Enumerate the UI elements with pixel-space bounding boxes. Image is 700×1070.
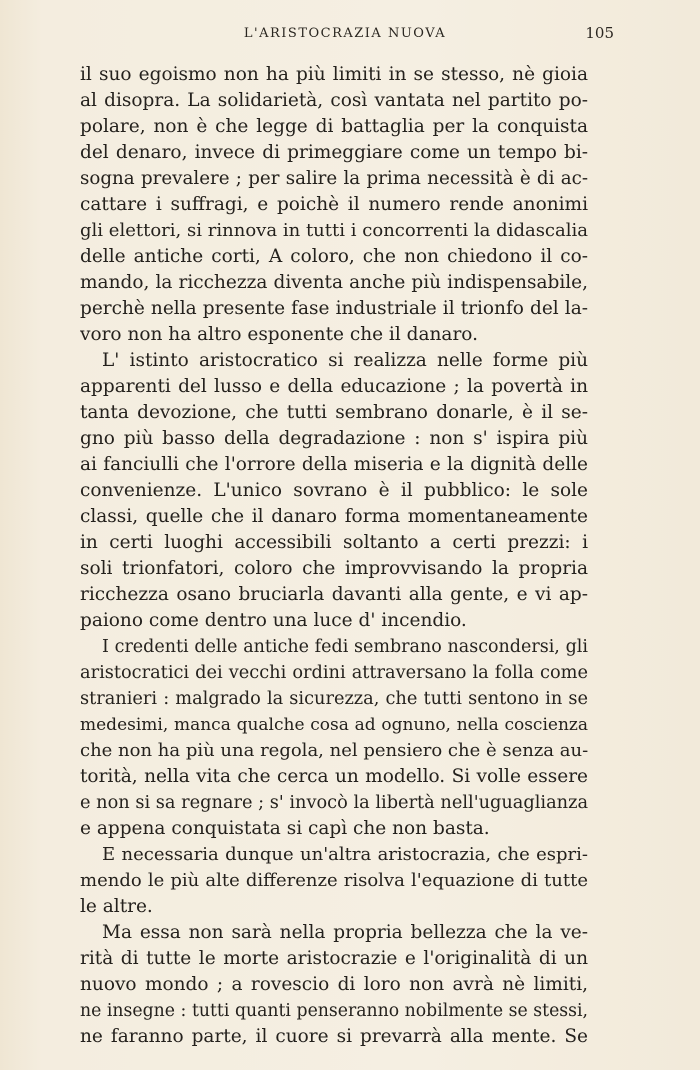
paragraph [80,62,588,348]
text-line: in certi luoghi accessibili soltanto a certi prezzi: i [80,532,588,553]
text-line: nuovo mondo ; a rovescio di loro non avrà nè limiti, [80,974,588,995]
paragraph [80,920,588,1050]
text-line: e non si sa regnare ; s' invocò la libertà nell'uguaglianza [80,793,588,813]
text-line: mando, la ricchezza diventa anche più indispensabile, [80,272,588,293]
paragraph [80,634,588,842]
text-line: torità, nella vita che cerca un modello. Si volle essere [80,766,588,787]
text-line: mendo le più alte differenze risolva l'equazione di tutte [80,870,588,891]
paragraph [80,842,588,920]
text-line: tanta devozione, che tutti sembrano donarle, è il se- [80,402,588,423]
text-line: ne insegne : tutti quanti penseranno nobilmente se stessi, [80,1001,588,1021]
running-title: L'ARISTOCRAZIA NUOVA [243,26,447,41]
text-line: Ma essa non sarà nella propria bellezza che la ve- [102,922,588,943]
text-line: E necessaria dunque un'altra aristocrazia, che espri- [102,844,588,865]
text-line: del denaro, invece di primeggiare come un tempo bi- [80,142,588,163]
text-line: e appena conquistata si capì che non basta. [80,818,490,839]
text-line: gno più basso della degradazione : non s' ispira più [80,428,588,449]
text-line: il suo egoismo non ha più limiti in se stesso, nè gioia [80,64,588,85]
text-line: apparenti del lusso e della educazione ; la povertà in [80,376,588,397]
text-line: che non ha più una regola, nel pensiero che è senza au- [80,740,588,761]
text-line: al disopra. La solidarietà, così vantata nel partito po- [80,90,588,111]
text-line: voro non ha altro esponente che il danaro. [80,324,479,345]
text-line: perchè nella presente fase industriale il trionfo del la- [80,298,588,319]
text-line: ai fanciulli che l'orrore della miseria e la dignità delle [80,454,588,475]
text-line: rità di tutte le morte aristocrazie e l'originalità di un [80,948,588,969]
text-line: convenienze. L'unico sovrano è il pubblico: le sole [80,480,588,501]
text-line: medesimi, manca qualche cosa ad ognuno, nella coscienza [80,715,588,735]
text-line: le altre. [80,896,153,917]
text-line: ne faranno parte, il cuore si prevarrà alla mente. Se [80,1026,588,1047]
paragraph [80,348,588,634]
text-line: aristocratici dei vecchi ordini attraversano la folla come [80,663,588,683]
body-text [80,62,588,1050]
text-line: gli elettori, si rinnova in tutti i concorrenti la didascalia [80,220,588,241]
text-line: classi, quelle che il danaro forma momentaneamente [80,506,588,527]
text-line: I credenti delle antiche fedi sembrano nascondersi, gli [102,637,588,657]
text-line: delle antiche corti, A coloro, che non chiedono il co- [80,246,588,267]
text-line: stranieri : malgrado la sicurezza, che tutti sentono in se [80,689,588,709]
text-line: cattare i suffragi, e poichè il numero rende anonimi [80,194,588,215]
text-line: sogna prevalere ; per salire la prima necessità è di ac- [80,168,588,189]
text-line: L' istinto aristocratico si realizza nelle forme più [102,350,588,371]
text-line: ricchezza osano bruciarla davanti alla gente, e vi ap- [80,584,588,605]
text-line: polare, non è che legge di battaglia per la conquista [80,116,588,137]
text-line: paiono come dentro una luce d' incendio. [80,610,467,631]
text-line: soli trionfatori, coloro che improvvisando la propria [80,558,588,579]
page-number: 105 [585,24,614,42]
